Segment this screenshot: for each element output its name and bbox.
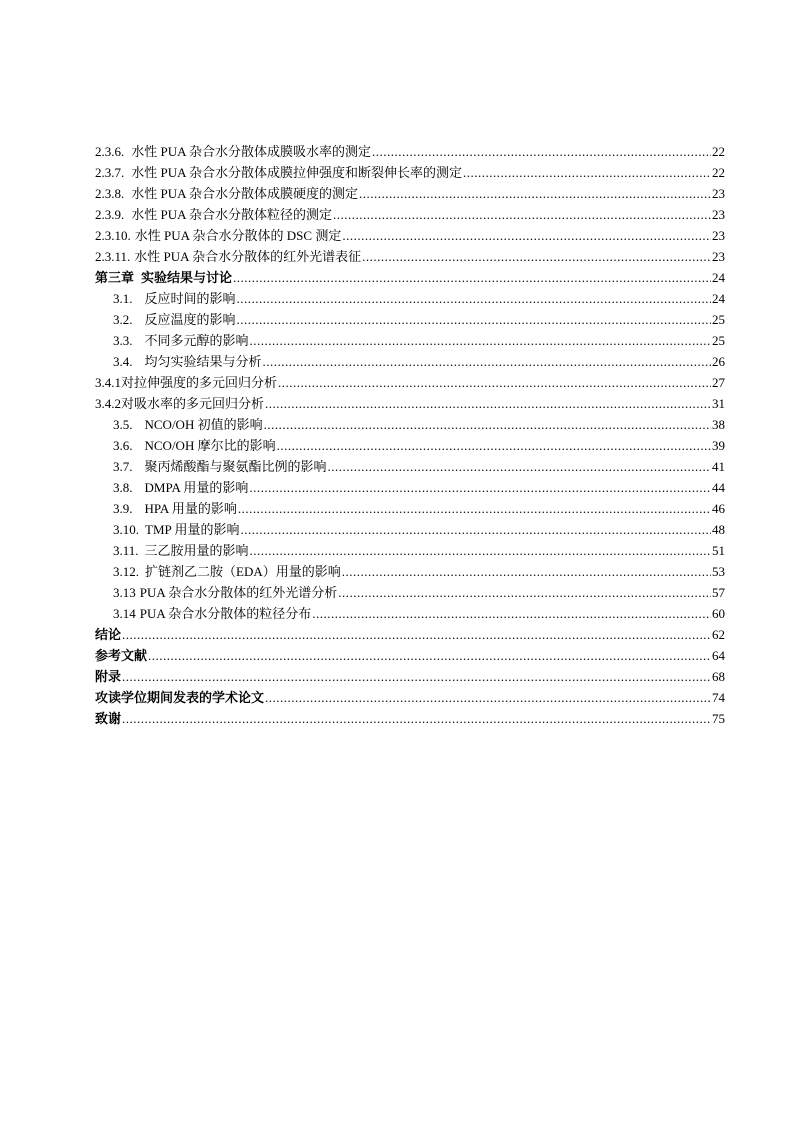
- toc-entry-title: 对拉伸强度的多元回归分析: [121, 375, 278, 390]
- toc-entry-title: NCO/OH 初值的影响: [144, 417, 263, 432]
- toc-entry-number: 3.5.: [113, 417, 133, 432]
- toc-entry-title: 对吸水率的多元回归分析: [121, 396, 265, 411]
- toc-entry-number: 3.9.: [113, 501, 133, 516]
- toc-entry-number: 3.11.: [113, 543, 139, 558]
- toc-entry-page: 74: [712, 690, 725, 705]
- toc-entry-3-14[interactable]: [95, 603, 725, 624]
- toc-entry-page: 48: [712, 522, 725, 537]
- toc-entry-page: 68: [712, 669, 725, 684]
- toc-leader-dots: [338, 582, 711, 603]
- toc-entry-page: 57: [712, 585, 725, 600]
- toc-entry-number: 3.6.: [113, 438, 133, 453]
- toc-entry-page: 23: [712, 249, 725, 264]
- toc-entry-title: 实验结果与讨论: [141, 271, 233, 286]
- toc-entry-number: 3.4.1: [95, 375, 121, 390]
- toc-leader-dots: [122, 666, 711, 687]
- toc-leader-dots: [312, 603, 711, 624]
- toc-entry-title: HPA 用量的影响: [144, 501, 237, 516]
- toc-entry-title: 水性 PUA 杂合水分散体成膜拉伸强度和断裂伸长率的测定: [131, 165, 463, 180]
- toc-entry-publications[interactable]: [95, 687, 725, 708]
- toc-entry-page: 39: [712, 438, 725, 453]
- toc-entry-chapter-3[interactable]: [95, 267, 725, 288]
- toc-entry-3-12[interactable]: [95, 561, 725, 582]
- toc-leader-dots: [463, 162, 711, 183]
- toc-entry-conclusion[interactable]: [95, 624, 725, 645]
- toc-leader-dots: [122, 624, 711, 645]
- table-of-contents: [95, 141, 725, 729]
- toc-entry-page: 24: [712, 270, 725, 285]
- toc-entry-3-7[interactable]: [95, 456, 725, 477]
- toc-entry-appendix[interactable]: [95, 666, 725, 687]
- toc-entry-number: 3.1.: [113, 291, 133, 306]
- toc-entry-page: 60: [712, 606, 725, 621]
- toc-entry-page: 24: [712, 291, 725, 306]
- toc-entry-title: 结论: [95, 628, 122, 643]
- toc-entry-title: 三乙胺用量的影响: [144, 543, 249, 558]
- toc-entry-title: 水性 PUA 杂合水分散体成膜硬度的测定: [131, 186, 359, 201]
- toc-entry-title: 参考文献: [95, 649, 148, 664]
- toc-entry-3-8[interactable]: [95, 477, 725, 498]
- toc-entry-page: 38: [712, 417, 725, 432]
- toc-leader-dots: [148, 645, 711, 666]
- toc-entry-page: 22: [712, 165, 725, 180]
- toc-entry-3-5[interactable]: [95, 414, 725, 435]
- toc-entry-page: 75: [712, 711, 725, 726]
- toc-entry-number: 3.12.: [113, 564, 139, 579]
- toc-entry-page: 22: [712, 144, 725, 159]
- toc-entry-page: 25: [712, 333, 725, 348]
- toc-entry-number: 3.7.: [113, 459, 133, 474]
- toc-entry-title: 附录: [95, 670, 122, 685]
- toc-entry-3-3[interactable]: [95, 330, 725, 351]
- toc-entry-number: 3.14: [113, 606, 136, 621]
- toc-leader-dots: [122, 708, 711, 729]
- toc-entry-2-3-9[interactable]: [95, 204, 725, 225]
- toc-leader-dots: [264, 414, 711, 435]
- toc-entry-3-13[interactable]: [95, 582, 725, 603]
- toc-leader-dots: [250, 330, 711, 351]
- toc-entry-page: 53: [712, 564, 725, 579]
- toc-leader-dots: [265, 687, 711, 708]
- toc-entry-3-4-2[interactable]: [95, 393, 725, 414]
- toc-entry-page: 62: [712, 627, 725, 642]
- toc-entry-number: 2.3.10.: [95, 228, 131, 243]
- toc-leader-dots: [359, 183, 711, 204]
- toc-entry-title: 水性 PUA 杂合水分散体粒径的测定: [131, 207, 333, 222]
- toc-entry-3-2[interactable]: [95, 309, 725, 330]
- toc-entry-title: 聚丙烯酸酯与聚氨酯比例的影响: [144, 459, 327, 474]
- toc-entry-title: 水性 PUA 杂合水分散体的红外光谱表征: [134, 249, 362, 264]
- toc-entry-title: PUA 杂合水分散体的红外光谱分析: [139, 585, 338, 600]
- toc-entry-page: 41: [712, 459, 725, 474]
- toc-entry-title: PUA 杂合水分散体的粒径分布: [139, 606, 312, 621]
- toc-entry-3-4[interactable]: [95, 351, 725, 372]
- toc-entry-3-1[interactable]: [95, 288, 725, 309]
- toc-entry-number: 3.3.: [113, 333, 133, 348]
- toc-entry-page: 27: [712, 375, 725, 390]
- toc-entry-acknowledgements[interactable]: [95, 708, 725, 729]
- toc-entry-number: 3.13: [113, 585, 136, 600]
- toc-entry-page: 25: [712, 312, 725, 327]
- toc-entry-title: 均匀实验结果与分析: [144, 354, 262, 369]
- toc-leader-dots: [250, 540, 711, 561]
- toc-entry-page: 46: [712, 501, 725, 516]
- toc-entry-3-11[interactable]: [95, 540, 725, 561]
- toc-entry-page: 23: [712, 207, 725, 222]
- toc-entry-title: 扩链剂乙二胺（EDA）用量的影响: [145, 564, 341, 579]
- toc-leader-dots: [237, 309, 711, 330]
- toc-entry-number: 3.2.: [113, 312, 133, 327]
- toc-entry-3-10[interactable]: [95, 519, 725, 540]
- toc-leader-dots: [241, 519, 712, 540]
- toc-entry-page: 44: [712, 480, 725, 495]
- toc-entry-2-3-8[interactable]: [95, 183, 725, 204]
- toc-leader-dots: [333, 204, 711, 225]
- toc-leader-dots: [265, 393, 711, 414]
- toc-entry-2-3-10[interactable]: [95, 225, 725, 246]
- toc-entry-title: 不同多元醇的影响: [144, 333, 249, 348]
- toc-leader-dots: [249, 477, 711, 498]
- toc-entry-3-4-1[interactable]: [95, 372, 725, 393]
- toc-entry-number: 3.8.: [113, 480, 133, 495]
- toc-entry-number: 2.3.8.: [95, 186, 125, 201]
- toc-entry-page: 31: [712, 396, 725, 411]
- toc-leader-dots: [278, 372, 711, 393]
- toc-entry-page: 23: [712, 228, 725, 243]
- toc-entry-3-6[interactable]: [95, 435, 725, 456]
- toc-leader-dots: [238, 498, 711, 519]
- toc-entry-number: 3.4.2: [95, 396, 121, 411]
- toc-leader-dots: [237, 288, 711, 309]
- toc-leader-dots: [328, 456, 711, 477]
- toc-entry-page: 23: [712, 186, 725, 201]
- toc-entry-title: 反应温度的影响: [144, 312, 236, 327]
- toc-entry-title: 水性 PUA 杂合水分散体的 DSC 测定: [134, 228, 342, 243]
- toc-leader-dots: [277, 435, 711, 456]
- toc-entry-page: 64: [712, 648, 725, 663]
- toc-entry-number: 2.3.9.: [95, 207, 125, 222]
- toc-entry-title: NCO/OH 摩尔比的影响: [144, 438, 276, 453]
- toc-entry-number: 2.3.6.: [95, 144, 125, 159]
- toc-entry-2-3-6[interactable]: [95, 141, 725, 162]
- toc-entry-title: 水性 PUA 杂合水分散体成膜吸水率的测定: [131, 144, 372, 159]
- toc-entry-3-9[interactable]: [95, 498, 725, 519]
- toc-entry-2-3-7[interactable]: [95, 162, 725, 183]
- toc-leader-dots: [233, 267, 711, 288]
- toc-leader-dots: [362, 246, 711, 267]
- toc-entry-number: 2.3.11.: [95, 249, 131, 264]
- toc-entry-title: 致谢: [95, 712, 122, 727]
- toc-entry-number: 2.3.7.: [95, 165, 125, 180]
- toc-entry-title: 反应时间的影响: [144, 291, 236, 306]
- toc-leader-dots: [263, 351, 711, 372]
- toc-entry-2-3-11[interactable]: [95, 246, 725, 267]
- toc-entry-number: 3.4.: [113, 354, 133, 369]
- toc-leader-dots: [372, 141, 711, 162]
- toc-entry-title: TMP 用量的影响: [145, 522, 240, 537]
- toc-leader-dots: [342, 225, 711, 246]
- toc-entry-title: DMPA 用量的影响: [144, 480, 249, 495]
- toc-entry-number: 3.10.: [113, 522, 139, 537]
- toc-entry-title: 攻读学位期间发表的学术论文: [95, 691, 265, 706]
- toc-entry-references[interactable]: [95, 645, 725, 666]
- toc-entry-page: 51: [712, 543, 725, 558]
- toc-entry-page: 26: [712, 354, 725, 369]
- toc-leader-dots: [342, 561, 711, 582]
- toc-entry-number: 第三章: [95, 271, 135, 286]
